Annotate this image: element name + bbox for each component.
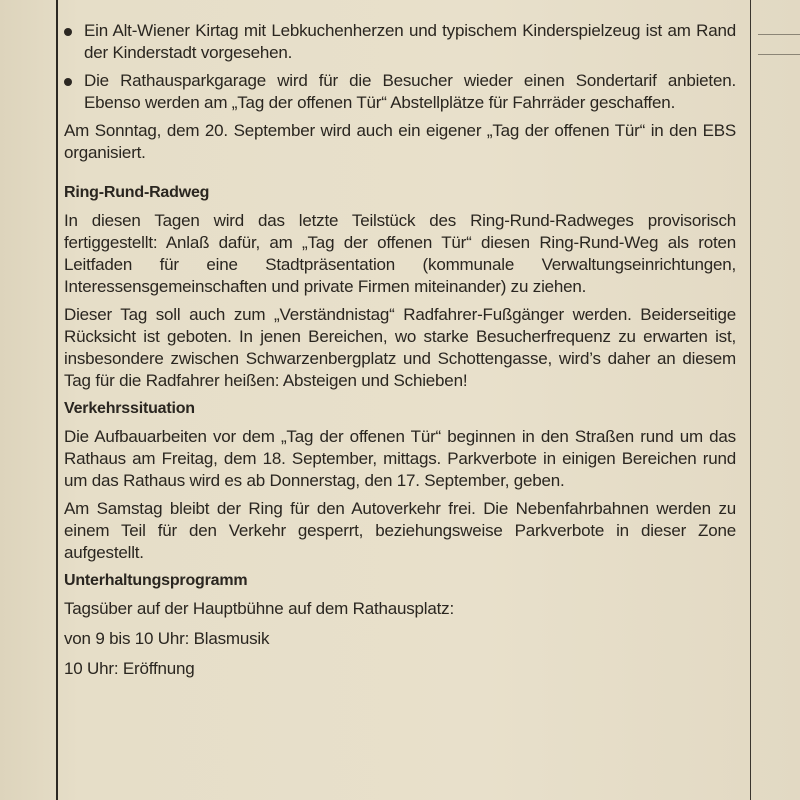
left-column-rule xyxy=(56,0,58,800)
bullet-dot-icon xyxy=(64,78,72,86)
program-line: Tagsüber auf der Hauptbühne auf dem Rathausplatz: xyxy=(64,599,454,618)
paragraph: Dieser Tag soll auch zum „Verständnistag“ Radfahrer-Fußgänger werden. Beiderseitige Rücksicht ist geboten. In jenen Bereichen, wo starke Besucherfrequenz zu erwarten ist, insbesondere zwischen Schwarzenbergplatz und Schottengasse, wird’s daher an diesem Tag für die Radfahrer heißen: Absteigen und Schieben! xyxy=(64,305,736,390)
program-line: von 9 bis 10 Uhr: Blasmusik xyxy=(64,629,270,648)
paragraph: Am Samstag bleibt der Ring für den Autoverkehr frei. Die Nebenfahrbahnen werden zu einem Teil für den Verkehr gesperrt, beziehungsweise Parkverbote in dieser Zone aufgestellt. xyxy=(64,499,736,562)
right-column-rule xyxy=(750,0,751,800)
paragraph: In diesen Tagen wird das letzte Teilstück des Ring-Rund-Radweges provisorisch fertiggestellt: Anlaß dafür, am „Tag der offenen Tür“ diesen Ring-Rund-Weg als roten Leitfaden für eine Stadtpräsentation (kommunale Verwaltungseinrichtungen, Interessensgemeinschaften und private Firmen miteinander) zu ziehen. xyxy=(64,211,736,296)
intro-paragraph: Am Sonntag, dem 20. September wird auch ein eigener „Tag der offenen Tür“ in den EBS organisiert. xyxy=(64,121,736,162)
bullet-item xyxy=(64,20,736,64)
program-line: 10 Uhr: Eröffnung xyxy=(64,659,195,678)
bullet-text: Die Rathausparkgarage wird für die Besucher wieder einen Sondertarif anbieten. Ebenso werden am „Tag der offenen Tür“ Abstellplätze für Fahrräder geschaffen. xyxy=(84,71,736,112)
margin-line xyxy=(758,34,800,35)
paragraph: Die Aufbauarbeiten vor dem „Tag der offenen Tür“ beginnen in den Straßen rund um das Rathaus am Freitag, dem 18. September, mittags. Parkverbote in einigen Bereichen rund um das Rathaus wird es ab Donnerstag, den 17. September, geben. xyxy=(64,427,736,490)
bullet-text: Ein Alt-Wiener Kirtag mit Lebkuchenherzen und typischem Kinderspielzeug ist am Rand der Kinderstadt vorgesehen. xyxy=(84,21,736,62)
margin-line xyxy=(758,54,800,55)
article-column xyxy=(64,20,736,688)
section-heading: Verkehrssituation xyxy=(64,400,195,417)
bullet-dot-icon xyxy=(64,28,72,36)
section-heading: Unterhaltungsprogramm xyxy=(64,572,248,589)
bullet-item xyxy=(64,70,736,114)
section-heading: Ring-Rund-Radweg xyxy=(64,184,210,201)
